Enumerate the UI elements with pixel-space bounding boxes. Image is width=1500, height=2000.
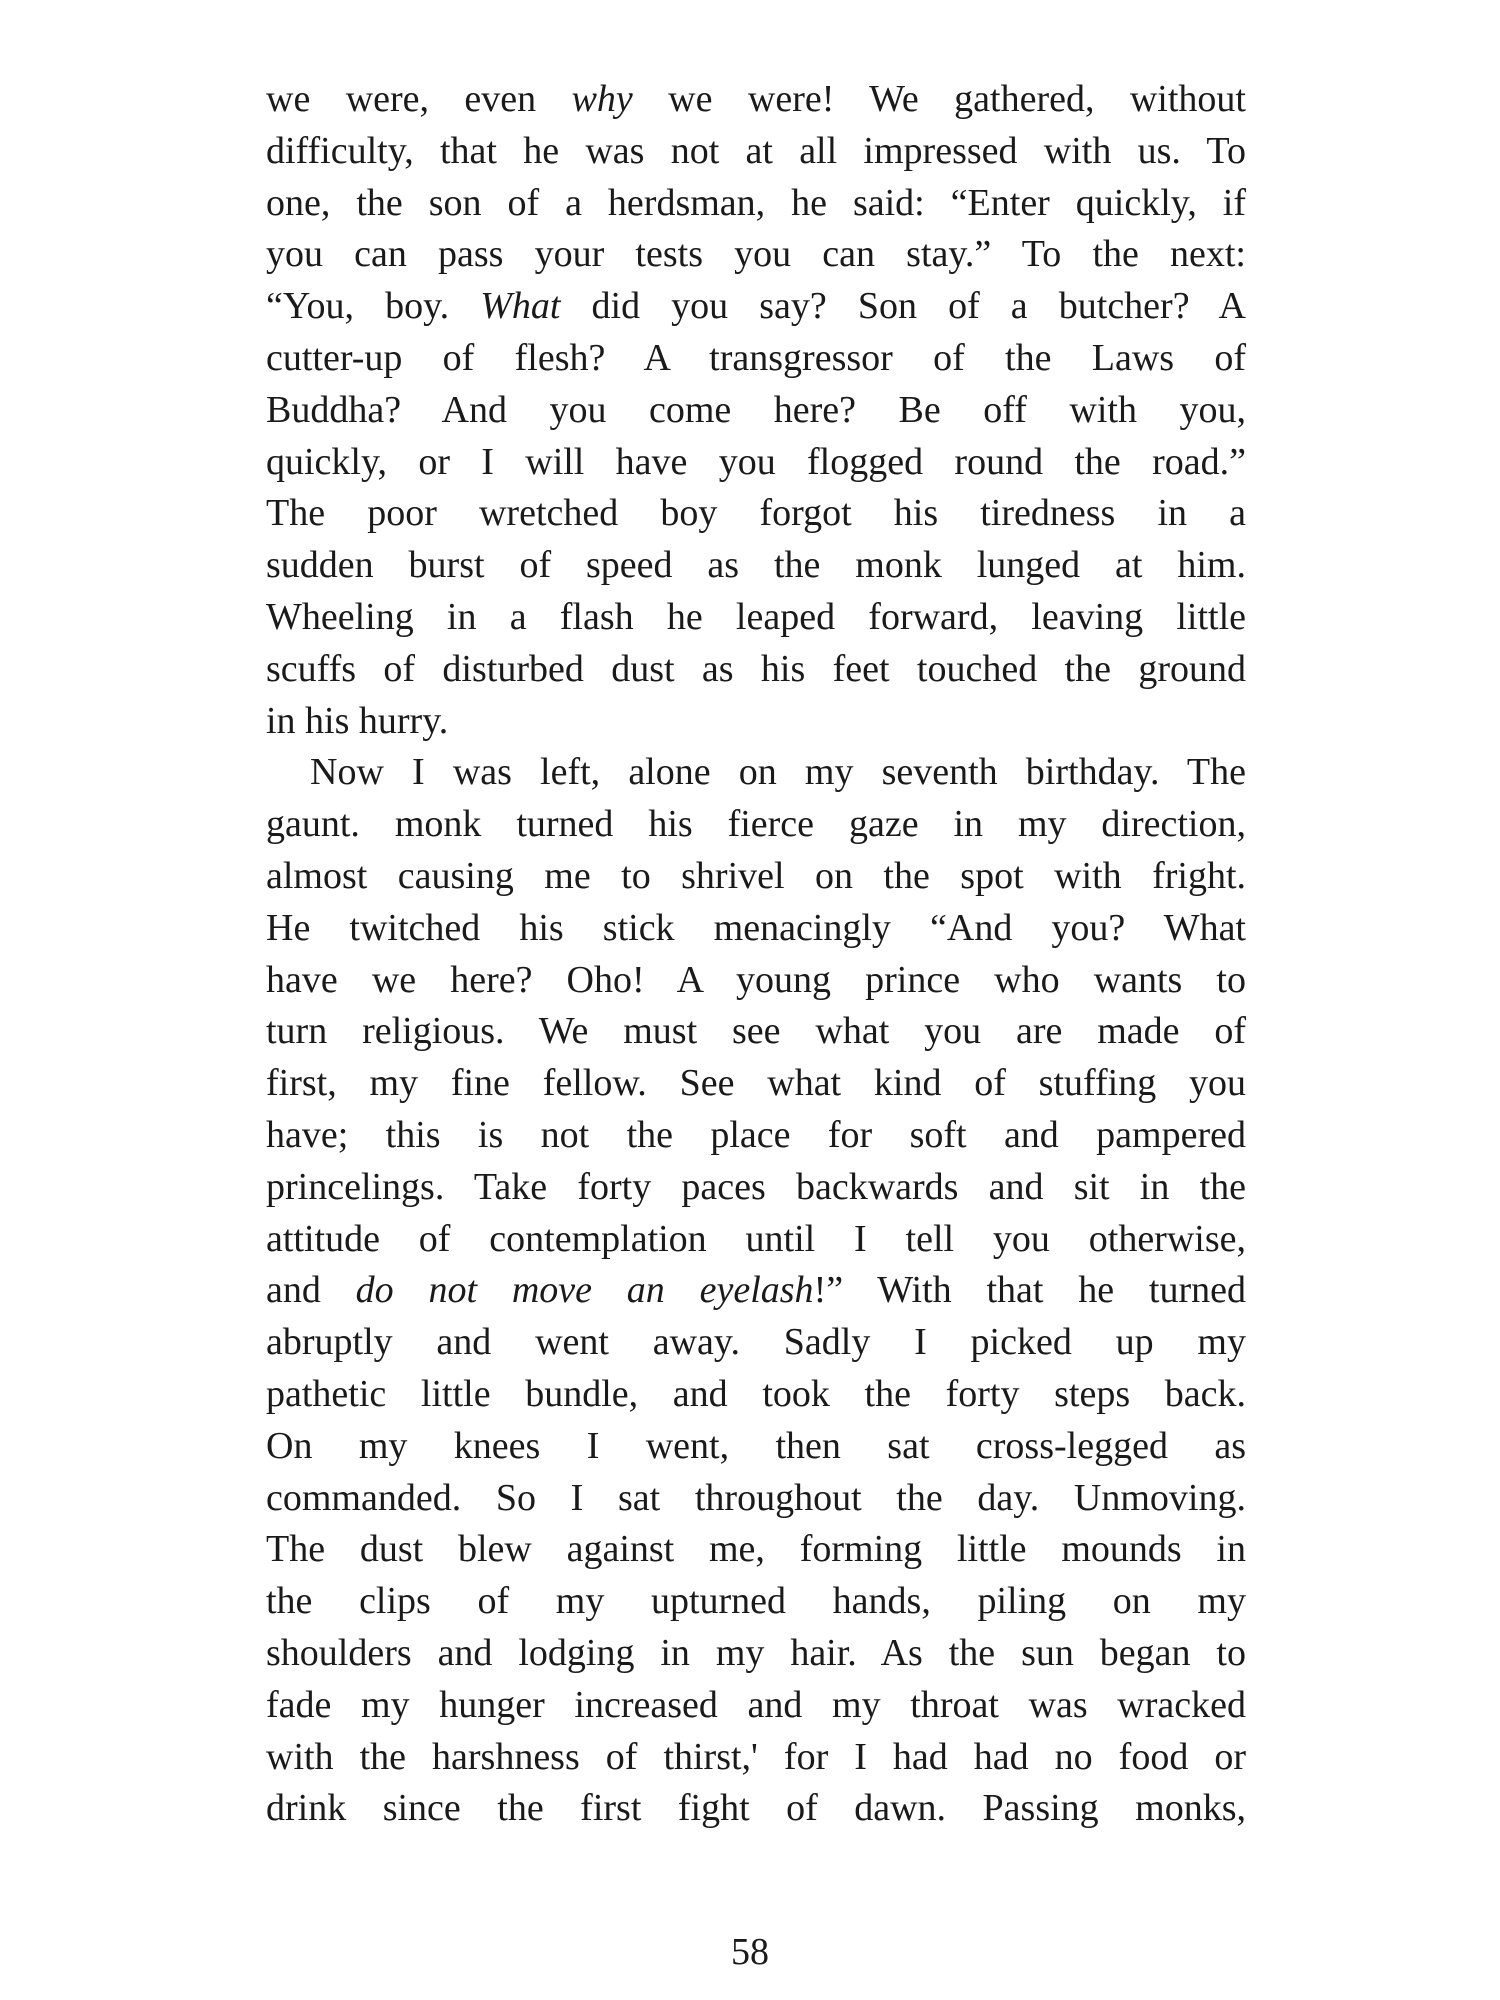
- page-number: 58: [731, 1931, 769, 1973]
- italic-text: What: [480, 285, 561, 328]
- text-line: [266, 1265, 1246, 1317]
- text-line: [266, 592, 1246, 644]
- text-line: [266, 488, 1246, 540]
- text-run: He twitched his stick menacingly “And you? What: [266, 906, 1246, 949]
- text-run: have we here? Oho! A young prince who wants to: [266, 958, 1246, 1001]
- text-run: first, my fine fellow. See what kind of stuffing you: [266, 1062, 1246, 1105]
- text-line: [266, 1162, 1246, 1214]
- text-run: commanded. So I sat throughout the day. Unmoving.: [266, 1476, 1246, 1519]
- text-run: drink since the first fight of dawn. Passing monks,: [266, 1787, 1246, 1830]
- text-line: [266, 126, 1246, 178]
- text-run: !” With that he turned: [813, 1269, 1246, 1312]
- text-line: [266, 1110, 1246, 1162]
- text-run: “You, boy.: [266, 285, 481, 328]
- text-run: fade my hunger increased and my throat was wracked: [266, 1683, 1246, 1726]
- text-line: [266, 1006, 1246, 1058]
- text-run: sudden burst of speed as the monk lunged at him.: [266, 544, 1246, 587]
- text-run: Wheeling in a flash he leaped forward, leaving little: [266, 595, 1246, 638]
- italic-text: do not move an eyelash: [355, 1269, 814, 1312]
- text-run: difficulty, that he was not at all impressed with us. To: [266, 129, 1246, 172]
- text-run: quickly, or I will have you flogged round the road.”: [266, 440, 1246, 483]
- text-run: pathetic little bundle, and took the forty steps back.: [266, 1372, 1246, 1415]
- text-run: we were! We gathered, without: [632, 78, 1246, 120]
- text-line: [266, 1576, 1246, 1628]
- text-run: turn religious. We must see what you are made of: [266, 1010, 1246, 1053]
- text-run: one, the son of a herdsman, he said: “Enter quickly, if: [266, 181, 1246, 224]
- text-run: did you say? Son of a butcher? A: [560, 285, 1247, 328]
- text-line: [266, 385, 1246, 437]
- text-run: princelings. Take forty paces backwards and sit in the: [266, 1165, 1246, 1208]
- text-line: [266, 333, 1246, 385]
- text-line: [266, 178, 1246, 230]
- text-run: shoulders and lodging in my hair. As the sun began to: [266, 1631, 1246, 1674]
- text-line: [266, 1783, 1246, 1835]
- text-run: with the harshness of thirst,' for I had had no food or: [266, 1735, 1246, 1778]
- text-run: Buddha? And you come here? Be off with you,: [266, 388, 1246, 431]
- text-line: [266, 903, 1246, 955]
- text-run: The dust blew against me, forming little mounds in: [266, 1528, 1246, 1571]
- text-line: [266, 644, 1246, 696]
- text-run: The poor wretched boy forgot his tiredness in a: [266, 492, 1246, 535]
- text-line: [266, 1473, 1246, 1525]
- text-line: [266, 696, 1246, 748]
- text-run: in his hurry.: [266, 699, 449, 742]
- text-line: [266, 281, 1246, 333]
- text-run: abruptly and went away. Sadly I picked up my: [266, 1321, 1246, 1364]
- text-line: [266, 747, 1246, 799]
- text-line: [266, 540, 1246, 592]
- text-run: you can pass your tests you can stay.” To the next:: [266, 233, 1246, 276]
- text-run: Now I was left, alone on my seventh birthday. The: [310, 751, 1246, 794]
- text-line: [266, 1732, 1246, 1784]
- text-line: [266, 851, 1246, 903]
- text-line: [266, 1317, 1246, 1369]
- text-line: [266, 1628, 1246, 1680]
- text-run: we were, even: [266, 78, 572, 120]
- text-line: [266, 1214, 1246, 1266]
- text-run: scuffs of disturbed dust as his feet touched the ground: [266, 647, 1246, 690]
- text-run: the clips of my upturned hands, piling on my: [266, 1580, 1246, 1623]
- text-line: [266, 1524, 1246, 1576]
- text-run: attitude of contemplation until I tell you otherwise,: [266, 1217, 1246, 1260]
- body-text: [266, 74, 1246, 1835]
- text-line: [266, 437, 1246, 489]
- text-line: [266, 1421, 1246, 1473]
- text-line: [266, 1680, 1246, 1732]
- text-run: and: [266, 1269, 356, 1312]
- text-run: gaunt. monk turned his fierce gaze in my direction,: [266, 803, 1246, 846]
- text-run: have; this is not the place for soft and pampered: [266, 1113, 1246, 1156]
- text-line: [266, 1058, 1246, 1110]
- text-line: [266, 74, 1246, 126]
- italic-text: why: [571, 78, 633, 120]
- text-line: [266, 799, 1246, 851]
- text-run: cutter-up of flesh? A transgressor of the Laws of: [266, 336, 1246, 379]
- text-line: [266, 1369, 1246, 1421]
- text-line: [266, 229, 1246, 281]
- text-run: almost causing me to shrivel on the spot with fright.: [266, 854, 1246, 897]
- text-run: On my knees I went, then sat cross-legged as: [266, 1424, 1246, 1467]
- text-line: [266, 955, 1246, 1007]
